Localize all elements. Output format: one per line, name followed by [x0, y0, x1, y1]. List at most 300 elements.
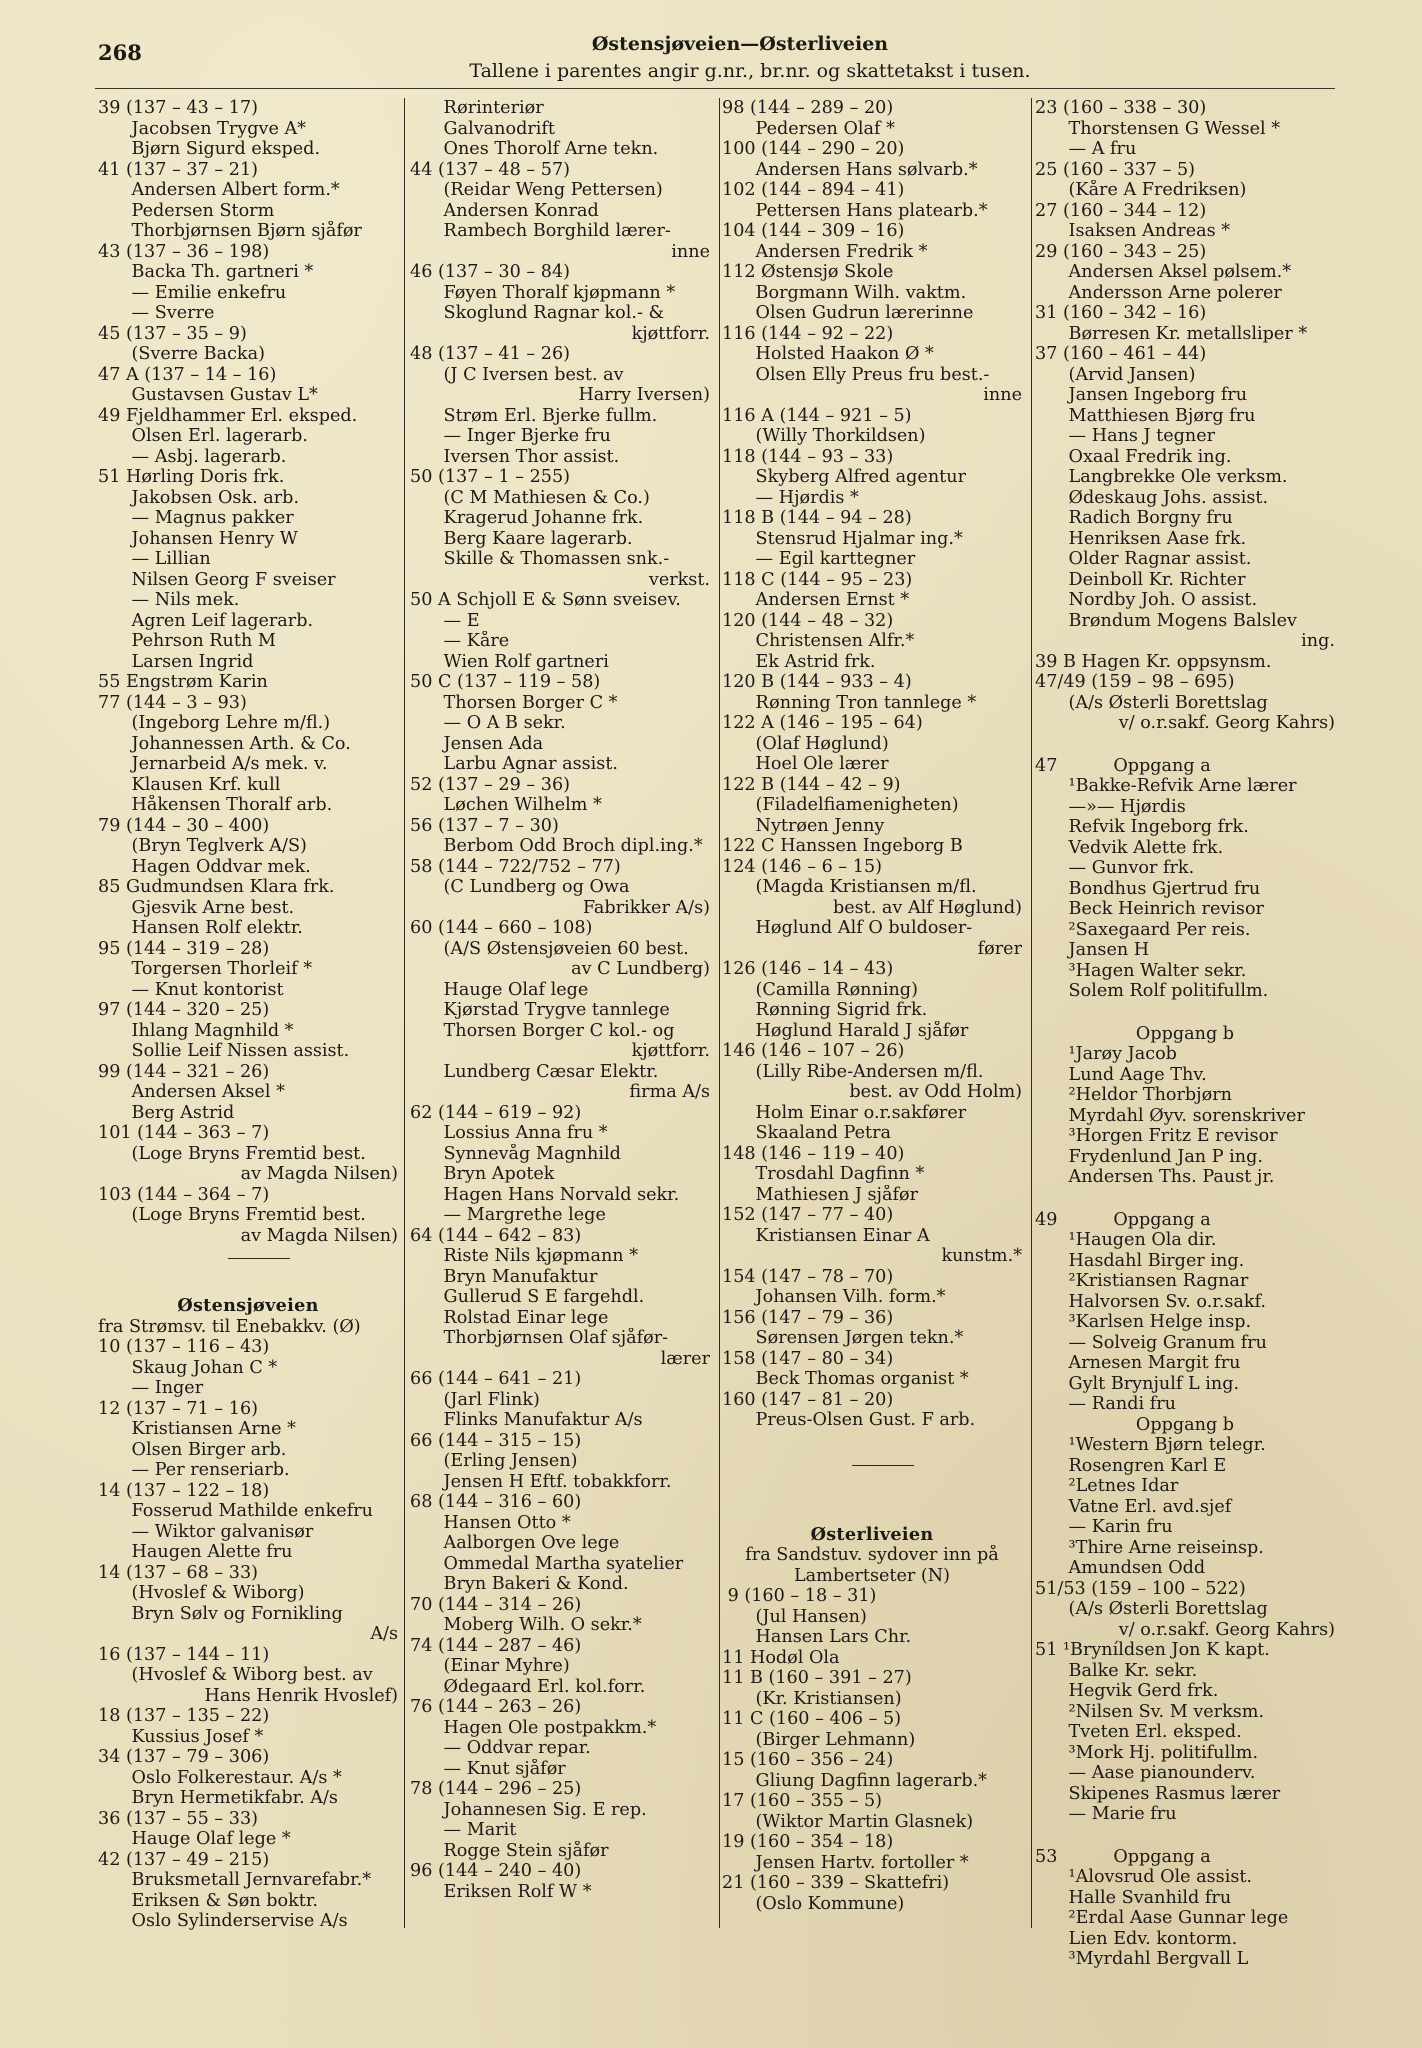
directory-line: Hauge Olaf lege *	[98, 1829, 291, 1849]
directory-line: Bryn Bakeri & Kond.	[410, 1574, 629, 1594]
directory-line: Skipenes Rasmus lærer	[1035, 1783, 1281, 1804]
directory-line: 78 (144 – 296 – 25)	[410, 1779, 582, 1799]
directory-line: Fabrikker A/s)	[582, 897, 710, 918]
directory-line: Kussius Josef *	[98, 1726, 264, 1747]
directory-line: 9 (160 – 18 – 31)	[722, 1586, 877, 1606]
directory-line: Beck Heinrich revisor	[1035, 899, 1264, 919]
directory-line: ¹Haugen Ola dir.	[1035, 1230, 1217, 1250]
directory-line: 98 (144 – 289 – 20)	[722, 98, 894, 118]
directory-line: ²Kristiansen Ragnar	[1035, 1271, 1249, 1291]
directory-line: 11 C (160 – 406 – 5)	[722, 1709, 902, 1729]
directory-line: Hauge Olaf lege	[410, 979, 589, 1000]
directory-line: Balke Kr. sekr.	[1035, 1660, 1198, 1681]
directory-line: Hans Henrik Hvoslef)	[204, 1685, 398, 1706]
directory-line: (Olaf Høglund)	[722, 733, 889, 754]
directory-line: Rolstad Einar lege	[410, 1307, 609, 1328]
directory-line: Bjørn Sigurd eksped.	[98, 139, 321, 159]
directory-line: — Oddvar repar.	[410, 1738, 591, 1758]
directory-line: — Kåre	[410, 631, 510, 651]
directory-line: Fosserud Mathilde enkefru	[98, 1501, 373, 1521]
directory-line: Johansen Henry W	[98, 528, 298, 549]
directory-line: 42 (137 – 49 – 215)	[98, 1849, 270, 1870]
directory-line: Andersen Aksel *	[98, 1082, 285, 1102]
directory-line: 50 C (137 – 119 – 58)	[410, 672, 601, 692]
directory-line: Kristiansen Einar A	[722, 1225, 930, 1246]
directory-line: Rørinteriør	[410, 98, 544, 118]
directory-line: 100 (144 – 290 – 20)	[722, 139, 905, 159]
directory-line: ³Mork Hj. politifullm.	[1035, 1742, 1259, 1763]
directory-line: Oppgang b	[1135, 1414, 1235, 1435]
directory-line: 49 Oppgang a	[1035, 1209, 1211, 1230]
directory-line: 49 Fjeldhammer Erl. eksped.	[98, 405, 358, 426]
directory-line: Ødeskaug Johs. assist.	[1035, 487, 1269, 508]
directory-line: Nytrøen Jenny	[722, 815, 885, 836]
directory-line: 156 (147 – 79 – 36)	[722, 1307, 894, 1328]
directory-line: — Gunvor frk.	[1035, 858, 1195, 878]
directory-line: 14 (137 – 122 – 18)	[98, 1480, 270, 1501]
directory-line: Hansen Otto *	[410, 1512, 571, 1533]
directory-line: (Kåre A Fredriksen)	[1035, 180, 1247, 200]
directory-line: ²Letnes Idar	[1035, 1476, 1179, 1496]
directory-line: Amundsen Odd	[1035, 1558, 1206, 1578]
directory-line: 104 (144 – 309 – 16)	[722, 221, 905, 241]
directory-line: ¹Alovsrud Ole assist.	[1035, 1867, 1253, 1887]
directory-line: Sollie Leif Nissen assist.	[98, 1041, 350, 1061]
directory-line: Andersen Fredrik *	[722, 241, 928, 262]
directory-line: 60 (144 – 660 – 108)	[410, 918, 593, 938]
directory-line: 103 (144 – 364 – 7)	[98, 1184, 270, 1205]
directory-line: Frydenlund Jan P ing.	[1035, 1146, 1263, 1167]
directory-line: (Filadelfiamenigheten)	[722, 795, 959, 815]
directory-line: Hagen Hans Norvald sekr.	[410, 1184, 680, 1205]
running-title: Østensjøveien—Østerliveien	[591, 33, 889, 55]
directory-line: Olsen Birger arb.	[98, 1439, 287, 1460]
directory-line: kjøttforr.	[631, 323, 710, 344]
directory-line: Berbom Odd Broch dipl.ing.*	[410, 836, 703, 856]
directory-line: Flinks Manufaktur A/s	[410, 1410, 643, 1430]
directory-line: Myrdahl Øyv. sorenskriver	[1035, 1105, 1305, 1126]
subtitle-note: Tallene i parentes angir g.nr., br.nr. og skattetakst i tusen.	[469, 60, 1031, 82]
directory-line: Riste Nils kjøpmann *	[410, 1246, 638, 1266]
directory-line: Lien Edv. kontorm.	[1035, 1928, 1238, 1949]
directory-line: (Loge Bryns Fremtid best.	[98, 1143, 366, 1164]
directory-line: ²Erdal Aase Gunnar lege	[1035, 1908, 1289, 1928]
directory-line: 10 (137 – 116 – 43)	[98, 1337, 270, 1357]
directory-line: Galvanodrift	[410, 118, 555, 139]
directory-line	[1035, 1825, 1335, 1847]
directory-line: 51 ¹Bryníldsen Jon K kapt.	[1035, 1640, 1270, 1660]
directory-line: Lundberg Cæsar Elektr.	[410, 1061, 659, 1082]
directory-line: Andersen Ernst *	[722, 590, 910, 610]
directory-line: Gustavsen Gustav L*	[98, 385, 318, 405]
directory-line: 50 A Schjoll E & Sønn sveisev.	[410, 590, 681, 610]
directory-line: 56 (137 – 7 – 30)	[410, 815, 559, 836]
directory-line: (A/s Østerli Borettslag	[1035, 1599, 1268, 1619]
directory-line: 118 (144 – 93 – 33)	[722, 446, 894, 467]
directory-line: Bondhus Gjertrud fru	[1035, 878, 1261, 899]
column-2	[410, 98, 710, 1998]
directory-line: Larbu Agnar assist.	[410, 754, 618, 774]
directory-line: 47 A (137 – 14 – 16)	[98, 364, 277, 385]
column-divider	[1031, 98, 1032, 1928]
directory-line: — Wiktor galvanisør	[98, 1521, 314, 1542]
directory-line	[722, 1481, 1022, 1503]
directory-line: Andersen Ths. Paust jr.	[1035, 1167, 1275, 1187]
directory-line	[98, 1274, 398, 1296]
directory-line: (C M Mathiesen & Co.)	[410, 487, 650, 508]
directory-line: Bryn Apotek	[410, 1164, 555, 1184]
directory-line: Ihlang Magnhild *	[98, 1020, 294, 1041]
directory-line: Tveten Erl. eksped.	[1035, 1722, 1242, 1742]
directory-line: Pettersen Hans platearb.*	[722, 200, 988, 221]
directory-line: 27 (160 – 344 – 12)	[1035, 200, 1207, 221]
directory-line: 62 (144 – 619 – 92)	[410, 1102, 582, 1123]
directory-line: 79 (144 – 30 – 400)	[98, 815, 270, 836]
column-divider	[404, 98, 405, 1928]
directory-line: — Marit	[410, 1820, 517, 1840]
directory-line: — Hjørdis *	[722, 487, 859, 508]
directory-line: Matthiesen Bjørg fru	[1035, 405, 1256, 426]
directory-line: inne	[983, 385, 1022, 405]
directory-line: Løchen Wilhelm *	[410, 795, 602, 815]
directory-line: Håkensen Thoralf arb.	[98, 795, 333, 815]
directory-line: Preus-Olsen Gust. F arb.	[722, 1410, 976, 1430]
directory-line: A/s	[370, 1624, 398, 1644]
directory-line: 48 (137 – 41 – 26)	[410, 344, 571, 364]
directory-line: ³Myrdahl Bergvall L	[1035, 1949, 1249, 1969]
directory-line: 41 (137 – 37 – 21)	[98, 159, 259, 180]
directory-line: Larsen Ingrid	[98, 651, 254, 672]
directory-line: Oslo Folkerestaur. A/s *	[98, 1767, 342, 1788]
directory-line: —»— Hjørdis	[1035, 796, 1186, 817]
directory-line: Thorbjørnsen Bjørn sjåfør	[98, 221, 362, 241]
directory-line: 19 (160 – 354 – 18)	[722, 1832, 894, 1852]
directory-line: 74 (144 – 287 – 46)	[410, 1635, 582, 1656]
directory-line: Jacobsen Trygve A*	[98, 118, 306, 139]
directory-line: v/ o.r.sakf. Georg Kahrs)	[1118, 713, 1335, 733]
directory-line: Rønning Sigrid frk.	[722, 1000, 928, 1020]
directory-line: Lossius Anna fru *	[410, 1123, 608, 1143]
directory-line: 51 Hørling Doris frk.	[98, 467, 285, 487]
directory-line: 146 (146 – 107 – 26)	[722, 1041, 905, 1061]
directory-line: 122 C Hanssen Ingeborg B	[722, 836, 963, 856]
directory-line: — Karin fru	[1035, 1517, 1173, 1537]
directory-line: 31 (160 – 342 – 16)	[1035, 303, 1207, 323]
directory-line: Jensen H Eftf. tobakkforr.	[410, 1471, 672, 1492]
directory-line: (Ingeborg Lehre m/fl.)	[98, 713, 331, 733]
directory-line: (Jarl Flink)	[410, 1389, 540, 1410]
directory-line: Langbrekke Ole verksm.	[1035, 467, 1288, 487]
directory-line: 97 (144 – 320 – 25)	[98, 1000, 270, 1020]
directory-line: (Wiktor Martin Glasnek)	[722, 1811, 974, 1832]
directory-line: Kristiansen Arne *	[98, 1419, 296, 1439]
directory-line: 118 B (144 – 94 – 28)	[722, 508, 912, 528]
directory-line: 12 (137 – 71 – 16)	[98, 1398, 259, 1419]
directory-line: lærer	[660, 1348, 710, 1369]
directory-line: — Inger Bjerke fru	[410, 426, 611, 446]
directory-line: (Erling Jensen)	[410, 1451, 578, 1471]
directory-line: 15 (160 – 356 – 24)	[722, 1750, 894, 1770]
directory-line: Haugen Alette fru	[98, 1542, 293, 1562]
directory-line: Ommedal Martha syatelier	[410, 1553, 684, 1574]
directory-line: 116 A (144 – 921 – 5)	[722, 405, 912, 426]
directory-line: 102 (144 – 894 – 41)	[722, 180, 905, 200]
directory-line: Deinboll Kr. Richter	[1035, 569, 1246, 590]
directory-line: Skyberg Alfred agentur	[722, 467, 966, 487]
directory-line: 43 (137 – 36 – 198)	[98, 241, 270, 262]
directory-line: Mathiesen J sjåfør	[722, 1184, 918, 1205]
directory-line: Lund Aage Thv.	[1035, 1064, 1207, 1085]
directory-line: 46 (137 – 30 – 84)	[410, 262, 571, 282]
directory-line: 122 A (146 – 195 – 64)	[722, 713, 923, 733]
directory-line: 25 (160 – 337 – 5)	[1035, 159, 1196, 180]
directory-line: Thorsen Borger C kol.- og	[410, 1020, 675, 1041]
directory-line: 112 Østensjø Skole	[722, 262, 894, 282]
directory-line: Jensen Ada	[410, 733, 544, 754]
directory-line: 21 (160 – 339 – Skattefri)	[722, 1873, 950, 1893]
header-rule	[95, 88, 1335, 89]
directory-line: — Solveig Granum fru	[1035, 1332, 1267, 1353]
directory-line: Berg Kaare lagerarb.	[410, 528, 633, 549]
directory-line: Jansen Ingeborg fru	[1035, 385, 1248, 405]
directory-line: (C Lundberg og Owa	[410, 877, 630, 897]
directory-line: 53 Oppgang a	[1035, 1846, 1211, 1867]
directory-line: Thorbjørnsen Olaf sjåfør-	[410, 1328, 669, 1348]
directory-line: Gjesvik Arne best.	[98, 897, 295, 918]
directory-line: (Hvoslef & Wiborg)	[98, 1583, 305, 1603]
directory-line: 124 (146 – 6 – 15)	[722, 856, 883, 877]
directory-line: Berg Astrid	[98, 1102, 235, 1123]
directory-line: 66 (144 – 315 – 15)	[410, 1430, 582, 1451]
directory-line: — O A B sekr.	[410, 713, 566, 733]
directory-line: — A fru	[1035, 139, 1137, 159]
directory-line: 47 Oppgang a	[1035, 755, 1211, 776]
directory-line: — Lillian	[98, 549, 211, 569]
directory-line: 160 (147 – 81 – 20)	[722, 1389, 894, 1410]
directory-line: (A/S Østensjøveien 60 best.	[410, 938, 689, 959]
directory-line: — Asbj. lagerarb.	[98, 446, 287, 467]
directory-line: Holsted Haakon Ø *	[722, 344, 934, 364]
directory-line: 36 (137 – 55 – 33)	[98, 1808, 259, 1829]
directory-line: Olsen Erl. lagerarb.	[98, 426, 308, 446]
directory-line: — Aase pianounderv.	[1035, 1763, 1256, 1783]
directory-line: 77 (144 – 3 – 93)	[98, 692, 247, 713]
directory-line: (Reidar Weng Pettersen)	[410, 180, 663, 200]
directory-line: — Per renseriarb.	[98, 1460, 290, 1480]
directory-line	[1035, 1188, 1335, 1210]
directory-line: 66 (144 – 641 – 21)	[410, 1369, 582, 1389]
directory-line: (Jul Hansen)	[722, 1606, 867, 1627]
directory-line: 148 (146 – 119 – 40)	[722, 1143, 905, 1164]
directory-line: Torgersen Thorleif *	[98, 959, 313, 979]
directory-line: Gylt Brynjulf L ing.	[1035, 1373, 1240, 1394]
directory-line: — Knut sjåfør	[410, 1758, 566, 1779]
directory-line: Pedersen Olaf *	[722, 118, 895, 139]
directory-line: Nilsen Georg F sveiser	[98, 569, 336, 590]
directory-line: 17 (160 – 355 – 5)	[722, 1791, 883, 1811]
directory-line: Hoel Ole lærer	[722, 754, 889, 774]
directory-line: (J C Iversen best. av	[410, 364, 624, 385]
directory-line: (Camilla Rønning)	[722, 979, 918, 1000]
directory-line: Wien Rolf gartneri	[410, 651, 609, 672]
directory-line: Thorstensen G Wessel *	[1035, 118, 1281, 139]
directory-line: fra Sandstuv. sydover inn på	[745, 1545, 999, 1565]
directory-line: — Knut kontorist	[98, 979, 284, 1000]
column-1	[98, 98, 398, 1998]
directory-line: 122 B (144 – 42 – 9)	[722, 774, 901, 795]
directory-line: 29 (160 – 343 – 25)	[1035, 241, 1207, 262]
directory-line: av C Lundberg)	[571, 959, 710, 979]
directory-line: Rønning Tron tannlege *	[722, 692, 977, 713]
directory-line: 39 (137 – 43 – 17)	[98, 98, 259, 118]
directory-line: Refvik Ingeborg frk.	[1035, 817, 1249, 837]
directory-line: 58 (144 – 722/752 – 77)	[410, 856, 621, 877]
directory-line: Trosdahl Dagfinn *	[722, 1164, 925, 1184]
directory-line: — E	[410, 610, 480, 631]
directory-line: Brøndum Mogens Balslev	[1035, 610, 1297, 631]
directory-line: 152 (147 – 77 – 40)	[722, 1205, 894, 1225]
directory-line: 44 (137 – 48 – 57)	[410, 159, 571, 180]
directory-line: Olsen Gudrun lærerinne	[722, 303, 974, 323]
directory-line: Ødegaard Erl. kol.forr.	[410, 1676, 646, 1697]
directory-line: Andersen Hans sølvarb.*	[722, 159, 978, 180]
directory-line: Bryn Sølv og Fornikling	[98, 1603, 343, 1624]
directory-line: 76 (144 – 263 – 26)	[410, 1697, 582, 1717]
directory-line: ¹Western Bjørn telegr.	[1035, 1435, 1266, 1455]
directory-line: Ek Astrid frk.	[722, 651, 876, 672]
directory-line: Andersen Konrad	[410, 200, 599, 221]
directory-line: 85 Gudmundsen Klara frk.	[98, 877, 335, 897]
directory-line: Iversen Thor assist.	[410, 446, 620, 467]
directory-line: 120 B (144 – 933 – 4)	[722, 672, 912, 692]
directory-line: Arnesen Margit fru	[1035, 1353, 1241, 1373]
directory-line: — Egil karttegner	[722, 549, 916, 569]
directory-line: Skaaland Petra	[722, 1123, 891, 1143]
section-divider	[722, 1453, 1022, 1481]
directory-line: 118 C (144 – 95 – 23)	[722, 569, 913, 590]
directory-line: (Kr. Kristiansen)	[722, 1688, 902, 1709]
directory-line: Skaug Johan C *	[98, 1357, 278, 1378]
directory-line: Gullerud S E fargehdl.	[410, 1287, 645, 1307]
directory-line: Hagen Oddvar mek.	[98, 856, 311, 877]
directory-line: (Willy Thorkildsen)	[722, 426, 926, 446]
directory-line: Skoglund Ragnar kol.- &	[410, 303, 665, 323]
directory-line: Johannessen Arth. & Co.	[98, 733, 351, 754]
directory-line: ing.	[1301, 631, 1335, 651]
directory-line: ²Saxegaard Per reis.	[1035, 919, 1251, 940]
directory-line: Isaksen Andreas *	[1035, 221, 1231, 241]
directory-line: — Nils mek.	[98, 590, 240, 610]
section-divider	[98, 1246, 398, 1274]
directory-line: ²Heldor Thorbjørn	[1035, 1085, 1232, 1105]
directory-line: ³Hagen Walter sekr.	[1035, 960, 1247, 981]
directory-line: Strøm Erl. Bjerke fullm.	[410, 405, 658, 426]
directory-line: 64 (144 – 642 – 83)	[410, 1225, 582, 1246]
directory-line: Hagen Ole postpakkm.*	[410, 1717, 657, 1738]
directory-line: (A/s Østerli Borettslag	[1035, 692, 1268, 713]
directory-line: ³Horgen Fritz E revisor	[1035, 1126, 1278, 1146]
directory-line: — Hans J tegner	[1035, 426, 1216, 446]
directory-line: Holm Einar o.r.sakfører	[722, 1102, 967, 1123]
directory-line: av Magda Nilsen)	[240, 1225, 398, 1246]
directory-line: best. av Odd Holm)	[849, 1082, 1022, 1102]
directory-line: Børresen Kr. metallsliper *	[1035, 323, 1308, 344]
directory-line: kunstm.*	[941, 1246, 1022, 1266]
directory-line: Kjørstad Trygve tannlege	[410, 1000, 670, 1020]
directory-line: av Magda Nilsen)	[240, 1164, 398, 1184]
directory-line: Eriksen & Søn boktr.	[98, 1890, 318, 1911]
section-heading: Østerliveien	[810, 1524, 934, 1545]
directory-line: 23 (160 – 338 – 30)	[1035, 98, 1207, 118]
directory-line: fra Strømsv. til Enebakkv. (Ø)	[98, 1316, 361, 1337]
directory-line: 37 (160 – 461 – 44)	[1035, 344, 1207, 364]
directory-line: Vatne Erl. avd.sjef	[1035, 1496, 1232, 1517]
directory-line: — Magnus pakker	[98, 508, 294, 528]
directory-line: Aalborgen Ove lege	[410, 1533, 620, 1553]
directory-line: Halvorsen Sv. o.r.sakf.	[1035, 1291, 1267, 1312]
directory-line: Stensrud Hjalmar ing.*	[722, 528, 963, 549]
directory-line: (Oslo Kommune)	[722, 1893, 905, 1914]
directory-line: 95 (144 – 319 – 28)	[98, 938, 270, 959]
directory-line: Harry Iversen)	[578, 385, 710, 405]
directory-line: Hegvik Gerd frk.	[1035, 1681, 1219, 1701]
directory-line: (Birger Lehmann)	[722, 1729, 916, 1750]
directory-line: Eriksen Rolf W *	[410, 1881, 592, 1902]
directory-line: 50 (137 – 1 – 255)	[410, 467, 571, 487]
directory-line: (Magda Kristiansen m/fl.	[722, 877, 977, 897]
directory-line	[1035, 734, 1335, 756]
directory-line: 158 (147 – 80 – 34)	[722, 1348, 894, 1369]
directory-line: Agren Leif lagerarb.	[98, 610, 314, 631]
directory-line: 120 (144 – 48 – 32)	[722, 610, 894, 631]
directory-line: Older Ragnar assist.	[1035, 549, 1252, 569]
directory-line: ³Karlsen Helge insp.	[1035, 1312, 1252, 1332]
directory-line: (Loge Bryns Fremtid best.	[98, 1205, 366, 1225]
directory-line	[722, 1503, 1022, 1525]
directory-line: 126 (146 – 14 – 43)	[722, 959, 894, 979]
directory-line: (Sverre Backa)	[98, 344, 265, 364]
directory-line: 51/53 (159 – 100 – 522)	[1035, 1578, 1246, 1599]
directory-line: Hansen Lars Chr.	[722, 1627, 912, 1647]
directory-line: 96 (144 – 240 – 40)	[410, 1861, 582, 1881]
directory-line: Kragerud Johanne frk.	[410, 508, 644, 528]
directory-line: — Marie fru	[1035, 1804, 1177, 1824]
directory-line: Halle Svanhild fru	[1035, 1887, 1232, 1908]
directory-line: Vedvik Alette frk.	[1035, 837, 1224, 858]
directory-line: Pehrson Ruth M	[98, 631, 276, 651]
directory-line: Johannesen Sig. E rep.	[410, 1799, 647, 1820]
directory-line: Jansen H	[1035, 940, 1150, 960]
directory-line: Andersen Aksel pølsem.*	[1035, 262, 1292, 282]
directory-line: Beck Thomas organist *	[722, 1369, 969, 1389]
directory-line: Høglund Harald J sjåfør	[722, 1020, 969, 1041]
directory-line: Jakobsen Osk. arb.	[98, 487, 300, 508]
directory-line: Rogge Stein sjåfør	[410, 1840, 609, 1861]
directory-line: 14 (137 – 68 – 33)	[98, 1562, 259, 1583]
directory-line: kjøttforr.	[631, 1041, 710, 1061]
directory-line: Pedersen Storm	[98, 200, 275, 221]
directory-line: 11 B (160 – 391 – 27)	[722, 1668, 912, 1688]
directory-line: Klausen Krf. kull	[98, 774, 281, 795]
directory-line: Ones Thorolf Arne tekn.	[410, 139, 659, 159]
directory-line: (Lilly Ribe-Andersen m/fl.	[722, 1061, 984, 1082]
directory-line: Christensen Alfr.*	[722, 631, 915, 651]
directory-line: v/ o.r.sakf. Georg Kahrs)	[1118, 1619, 1335, 1640]
directory-line: — Emilie enkefru	[98, 282, 287, 303]
directory-line: Nordby Joh. O assist.	[1035, 590, 1258, 610]
directory-line	[1035, 1002, 1335, 1024]
directory-line: ³Thire Arne reiseinsp.	[1035, 1537, 1264, 1558]
